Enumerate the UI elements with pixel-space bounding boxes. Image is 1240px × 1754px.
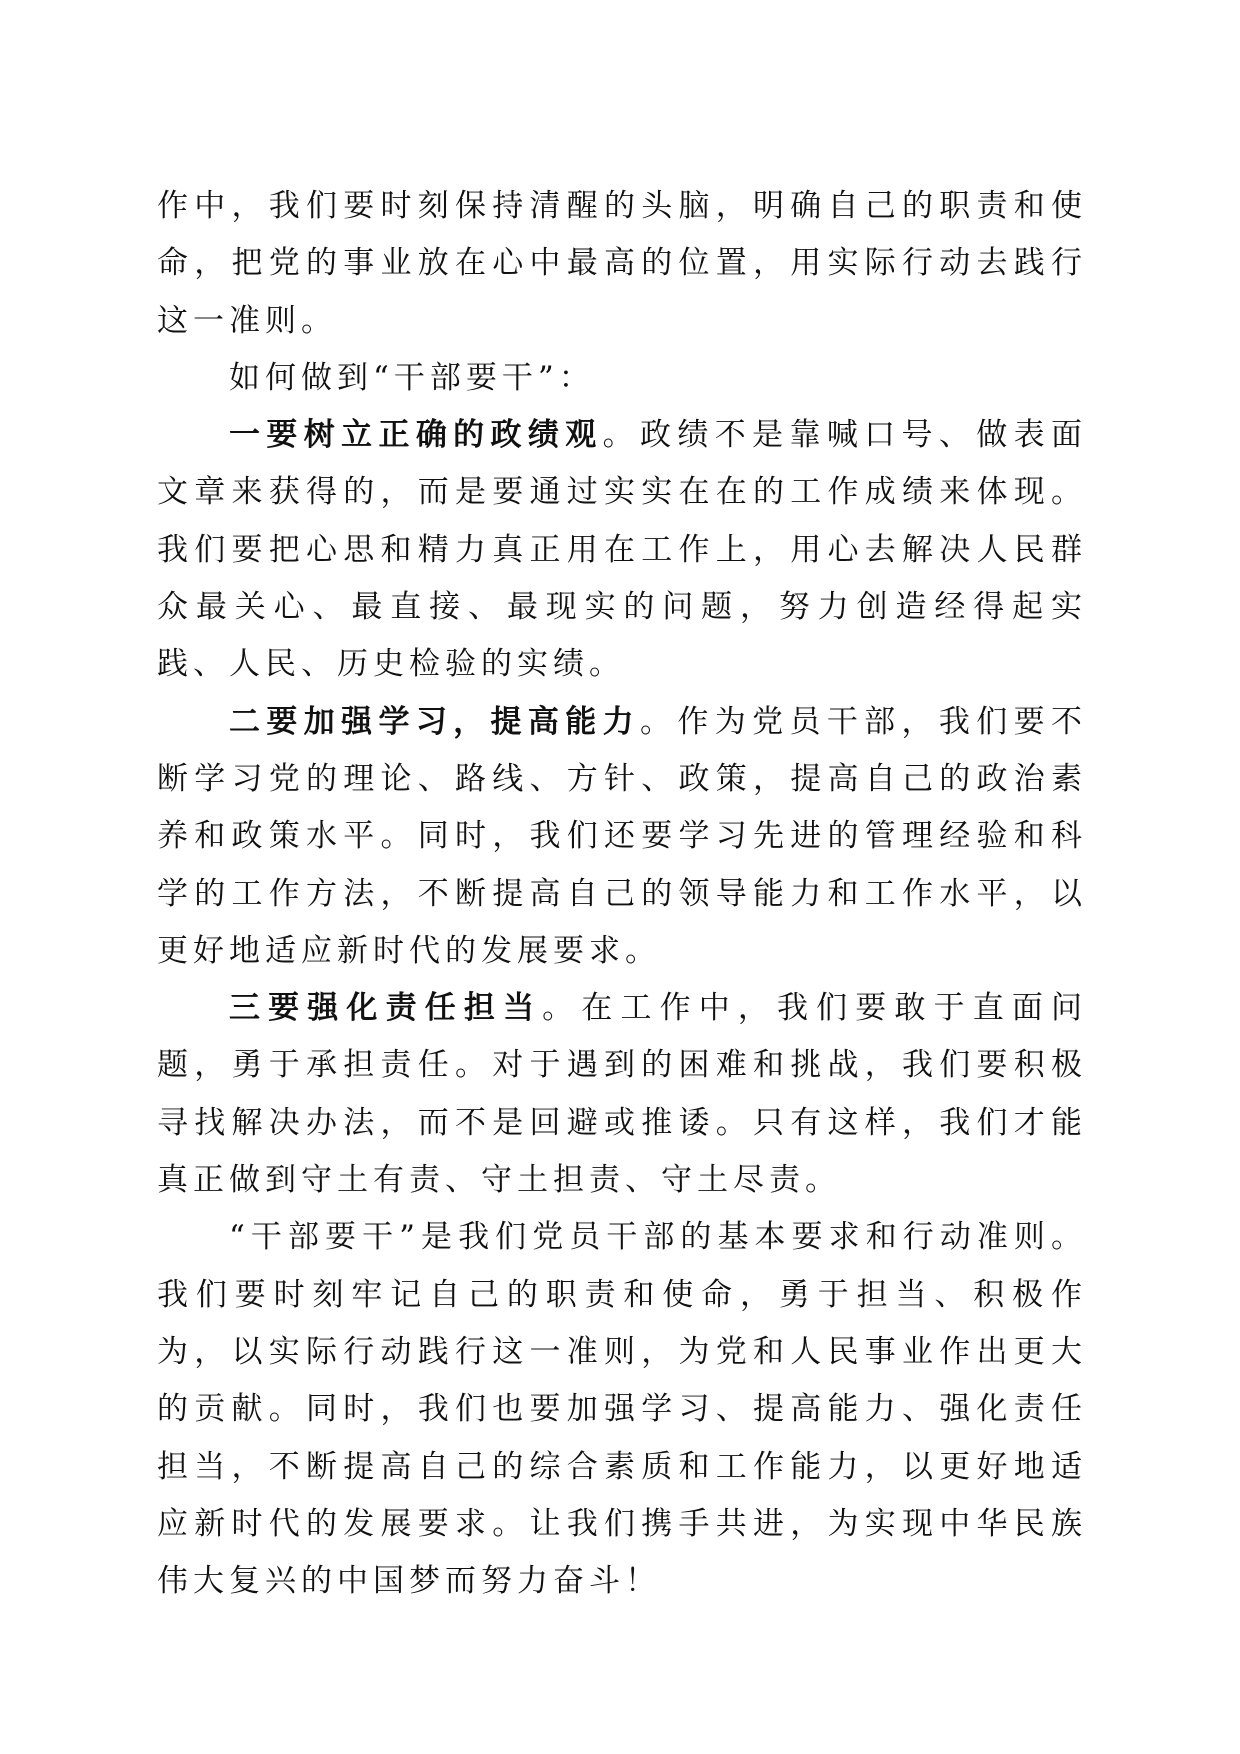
document-body — [157, 178, 1087, 1610]
paragraph-text: 如何做到“干部要干”： — [229, 359, 595, 396]
paragraph-point-three — [157, 980, 1087, 1209]
point-heading: 二要加强学习，提高能力 — [229, 703, 640, 740]
paragraph-text: “干部要干”是我们党员干部的基本要求和行动准则。我们要时刻牢记自己的职责和使命，勇于担当、积极作为，以实际行动践行这一准则，为党和人民事业作出更大的贡献。同时，我们也要加强学习、提高能力、强化责任担当，不断提高自己的综合素质和工作能力，以更好地适应新时代的发展要求。让我们携手共进，为实现中华民族伟大复兴的中国梦而努力奋斗！ — [157, 1219, 1087, 1600]
paragraph-text: 作中，我们要时刻保持清醒的头脑，明确自己的职责和使命，把党的事业放在心中最高的位置，用实际行动去践行这一准则。 — [157, 188, 1087, 339]
paragraph-intro — [157, 350, 1087, 407]
paragraph-continuation — [157, 178, 1087, 350]
paragraph-conclusion — [157, 1209, 1087, 1610]
paragraph-point-one — [157, 407, 1087, 693]
point-heading: 一要树立正确的政绩观 — [229, 417, 603, 454]
paragraph-text: 。在工作中，我们要敢于直面问题，勇于承担责任。对于遇到的困难和挑战，我们要积极寻找解决办法，而不是回避或推诿。只有这样，我们才能真正做到守土有责、守土担责、守土尽责。 — [157, 990, 1088, 1199]
point-heading: 三要强化责任担当 — [229, 990, 543, 1027]
paragraph-text: 。政绩不是靠喊口号、做表面文章来获得的，而是要通过实实在在的工作成绩来体现。我们要把心思和精力真正用在工作上，用心去解决人民群众最关心、最直接、最现实的问题，努力创造经得起实践、人民、历史检验的实绩。 — [157, 417, 1088, 683]
paragraph-point-two — [157, 694, 1087, 980]
paragraph-text: 。作为党员干部，我们要不断学习党的理论、路线、方针、政策，提高自己的政治素养和政策水平。同时，我们还要学习先进的管理经验和科学的工作方法，不断提高自己的领导能力和工作水平，以更好地适应新时代的发展要求。 — [157, 703, 1087, 969]
